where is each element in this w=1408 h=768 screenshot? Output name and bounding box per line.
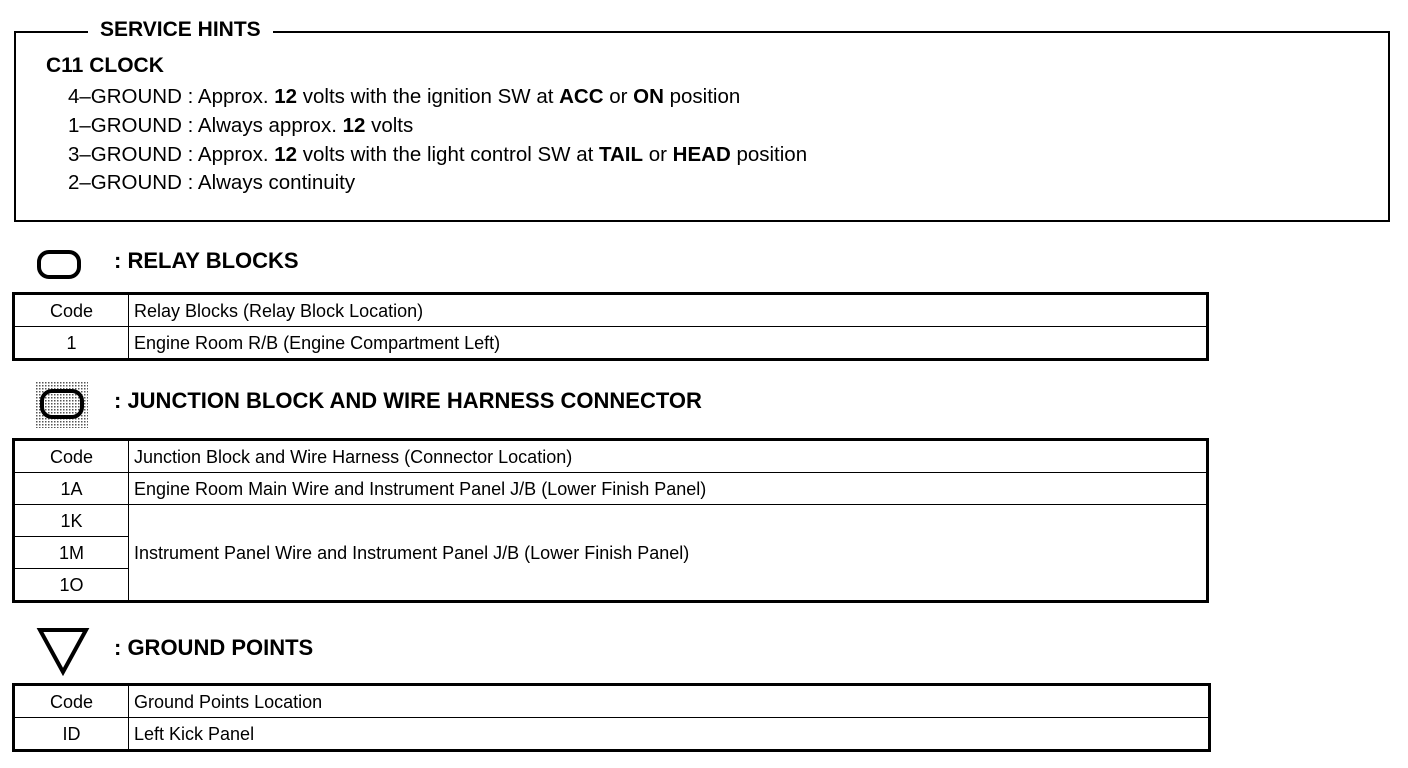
hint-text: volts with the light control SW at [297, 143, 599, 166]
hint-text: Approx. [197, 85, 275, 108]
service-hints-title: SERVICE HINTS [88, 18, 273, 42]
ground-points-title: : GROUND POINTS [114, 635, 314, 660]
table-header-row [15, 295, 1207, 327]
relay-block-icon [36, 248, 82, 282]
hint-separator: : [181, 114, 198, 137]
connector-name: C11 CLOCK [46, 54, 164, 77]
hint-separator: : [181, 171, 198, 194]
hint-terminal: 1–GROUND [68, 114, 182, 137]
header-code: Code [15, 686, 129, 718]
hint-text: volts with the ignition SW at [297, 85, 560, 108]
hint-bold: HEAD [672, 143, 731, 166]
row-code: ID [15, 718, 129, 750]
row-desc: Instrument Panel Wire and Instrument Panel J/B (Lower Finish Panel) [129, 505, 1207, 601]
junction-block-icon [36, 382, 88, 428]
header-desc: Junction Block and Wire Harness (Connector Location) [129, 441, 1207, 473]
header-desc: Ground Points Location [129, 686, 1209, 718]
row-code: 1M [15, 537, 129, 569]
table-header-row [15, 441, 1207, 473]
junction-blocks-title: : JUNCTION BLOCK AND WIRE HARNESS CONNECTOR [114, 388, 702, 413]
table-row [15, 718, 1209, 750]
hint-bold: ACC [559, 85, 604, 108]
hint-bold: 12 [274, 143, 298, 166]
table-row [15, 327, 1207, 359]
hint-text: or [603, 85, 634, 108]
hint-separator: : [181, 85, 198, 108]
hint-terminal: 4–GROUND [68, 85, 182, 108]
table-header-row [15, 686, 1209, 718]
hint-line [68, 143, 807, 167]
hint-text: volts [365, 114, 414, 137]
ground-points-table [14, 685, 1209, 750]
hint-line [68, 171, 355, 195]
junction-blocks-table [14, 440, 1207, 601]
hint-bold: TAIL [599, 143, 644, 166]
ground-point-icon [36, 626, 90, 676]
row-code: 1K [15, 505, 129, 537]
row-code: 1O [15, 569, 129, 601]
row-code: 1 [15, 327, 129, 359]
hint-bold: 12 [274, 85, 298, 108]
hint-line [68, 114, 413, 138]
header-desc: Relay Blocks (Relay Block Location) [129, 295, 1207, 327]
hint-terminal: 2–GROUND [68, 171, 182, 194]
table-row [15, 473, 1207, 505]
hint-line [68, 85, 740, 109]
row-desc: Engine Room R/B (Engine Compartment Left) [129, 327, 1207, 359]
hint-bold: ON [633, 85, 664, 108]
hint-text: position [663, 85, 741, 108]
hint-bold: 12 [342, 114, 366, 137]
row-code: 1A [15, 473, 129, 505]
hint-separator: : [181, 143, 198, 166]
hint-text: Always continuity [197, 171, 356, 194]
hint-text: position [730, 143, 808, 166]
hint-text: Approx. [197, 143, 275, 166]
table-row [15, 505, 1207, 537]
relay-blocks-table [14, 294, 1207, 359]
header-code: Code [15, 295, 129, 327]
hint-text: Always approx. [197, 114, 343, 137]
hint-text: or [643, 143, 673, 166]
relay-blocks-title: : RELAY BLOCKS [114, 248, 299, 273]
row-desc: Engine Room Main Wire and Instrument Panel J/B (Lower Finish Panel) [129, 473, 1207, 505]
header-code: Code [15, 441, 129, 473]
row-desc: Left Kick Panel [129, 718, 1209, 750]
hint-terminal: 3–GROUND [68, 143, 182, 166]
